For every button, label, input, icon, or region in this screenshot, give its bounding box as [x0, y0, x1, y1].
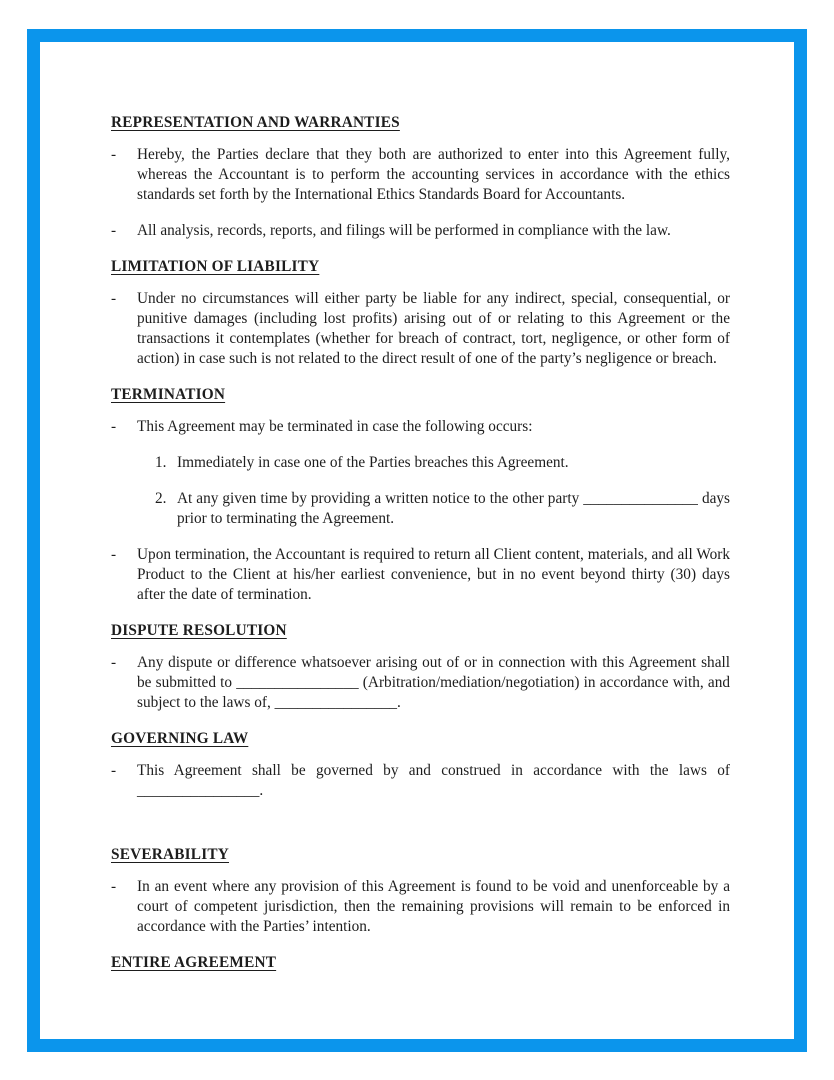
- paragraph-text: Under no circumstances will either party be liable for any indirect, special, consequential, or punitive damages (including lost profits) arising out of or relating to this Agreement or the transactions it contemplates (whether for breach of contract, tort, negligence, or other form of action) in case such is not related to the direct result of one of the party’s negligence or breach.: [137, 290, 730, 367]
- document-content: [40, 42, 794, 973]
- list-number: 2.: [155, 490, 167, 507]
- paragraph-text: All analysis, records, reports, and filings will be performed in compliance with the law.: [137, 222, 671, 239]
- paragraph-text-with-blank-field: This Agreement shall be governed by and construed in accordance with the laws of ________________.: [137, 762, 730, 799]
- bullet-marker: -: [111, 418, 117, 435]
- paragraph-text: This Agreement may be terminated in case the following occurs:: [137, 418, 533, 435]
- bullet-paragraph: [111, 289, 730, 369]
- blank-line-spacer: [111, 817, 730, 831]
- bullet-marker: -: [111, 222, 117, 239]
- paragraph-text-with-blank-field: Any dispute or difference whatsoever arising out of or in connection with this Agreement shall be submitted to ________________ (Arbitration/mediation/negotiation) in accordance with, and subject to the laws of, ________________.: [137, 654, 730, 711]
- bullet-paragraph: [111, 145, 730, 205]
- bullet-paragraph: [111, 653, 730, 713]
- section-heading-severability: SEVERABILITY: [111, 846, 230, 863]
- bullet-paragraph: [111, 221, 730, 241]
- paragraph-text-with-blank-field: At any given time by providing a written notice to the other party _______________ days prior to terminating the Agreement.: [177, 490, 730, 527]
- list-number: 1.: [155, 454, 167, 471]
- bullet-marker: -: [111, 654, 117, 671]
- bullet-paragraph: [111, 761, 730, 801]
- bullet-paragraph: [111, 877, 730, 937]
- section-heading-limitation-of-liability: LIMITATION OF LIABILITY: [111, 258, 320, 275]
- bullet-paragraph: [111, 545, 730, 605]
- paragraph-text: Hereby, the Parties declare that they both are authorized to enter into this Agreement fully, whereas the Accountant is to perform the accounting services in accordance with the ethics standards set forth by the International Ethics Standards Board for Accountants.: [137, 146, 730, 203]
- page-border: [27, 29, 807, 1052]
- paragraph-text: Upon termination, the Accountant is required to return all Client content, materials, and all Work Product to the Client at his/her earliest convenience, but in no event beyond thirty (30) days after the date of termination.: [137, 546, 730, 603]
- bullet-marker: -: [111, 762, 117, 779]
- bullet-marker: -: [111, 546, 117, 563]
- bullet-marker: -: [111, 146, 117, 163]
- section-heading-representation-and-warranties: REPRESENTATION AND WARRANTIES: [111, 114, 400, 131]
- section-heading-governing-law: GOVERNING LAW: [111, 730, 249, 747]
- bullet-paragraph: [111, 417, 730, 437]
- section-heading-termination: TERMINATION: [111, 386, 226, 403]
- section-heading-dispute-resolution: DISPUTE RESOLUTION: [111, 622, 287, 639]
- paragraph-text: In an event where any provision of this Agreement is found to be void and unenforceable by a court of competent jurisdiction, then the remaining provisions will remain to be enforced in accordance with the Parties’ intention.: [137, 878, 730, 935]
- paragraph-text: Immediately in case one of the Parties breaches this Agreement.: [177, 454, 569, 471]
- bullet-marker: -: [111, 290, 117, 307]
- numbered-list-item: [111, 489, 730, 529]
- bullet-marker: -: [111, 878, 117, 895]
- section-heading-entire-agreement: ENTIRE AGREEMENT: [111, 954, 277, 971]
- numbered-list-item: [111, 453, 730, 473]
